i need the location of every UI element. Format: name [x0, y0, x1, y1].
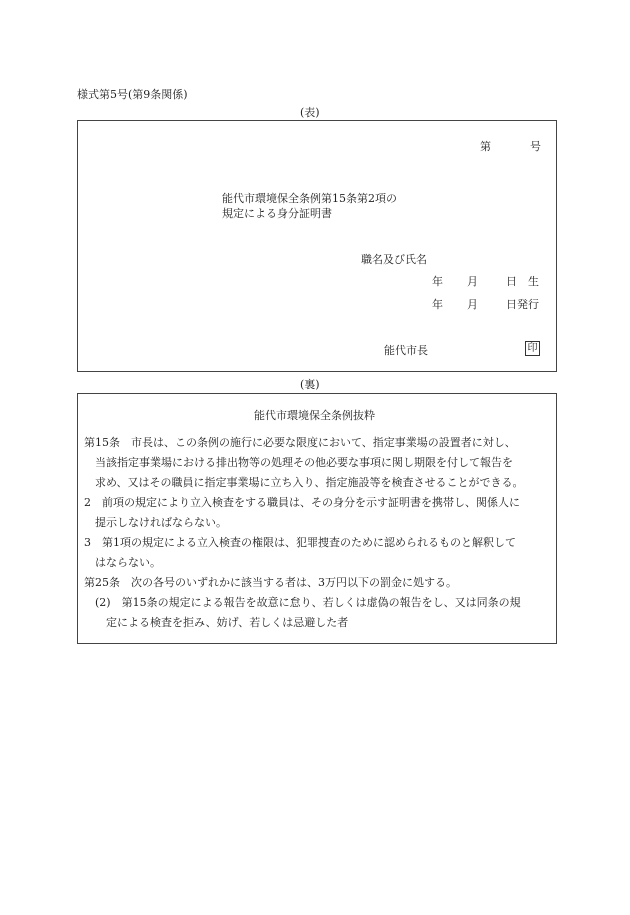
front-card — [77, 120, 557, 372]
issue-day: 日発行 — [506, 298, 539, 311]
front-label: (表) — [300, 106, 320, 119]
excerpt-line: 求め、又はその職員に指定事業場に立ち入り、指定施設等を検査させることができる。 — [84, 476, 524, 489]
dob-month: 月 — [467, 275, 478, 288]
number-go: 号 — [530, 140, 541, 153]
dob-suffix: 生 — [528, 275, 539, 288]
seal-mark: 印 — [525, 341, 540, 356]
excerpt-title: 能代市環境保全条例抜粋 — [254, 409, 375, 422]
excerpt-line: 提示しなければならない。 — [84, 516, 227, 529]
excerpt-line: 当該指定事業場における排出物等の処理その他必要な事項に関し期限を付して報告を — [84, 456, 513, 469]
back-label: (裏) — [300, 378, 320, 391]
form-number: 様式第5号(第9条関係) — [77, 88, 188, 101]
excerpt-line: 2 前項の規定により立入検査をする職員は、その身分を示す証明書を携帯し、関係人に — [84, 496, 520, 509]
excerpt-line: 3 第1項の規定による立入検査の権限は、犯罪捜査のために認められるものと解釈して — [84, 536, 516, 549]
mayor-label: 能代市長 — [384, 344, 428, 357]
issue-year: 年 — [432, 298, 443, 311]
certificate-title-line2: 規定による身分証明書 — [222, 207, 332, 220]
excerpt-line: はならない。 — [84, 556, 161, 569]
dob-day: 日 — [506, 275, 517, 288]
dob-year: 年 — [432, 275, 443, 288]
excerpt-line: 定による検査を拒み、妨げ、若しくは忌避した者 — [84, 616, 349, 629]
excerpt-line: 第15条 市長は、この条例の施行に必要な限度において、指定事業場の設置者に対し、 — [84, 436, 516, 449]
certificate-title-line1: 能代市環境保全条例第15条第2項の — [222, 192, 397, 205]
issue-month: 月 — [467, 298, 478, 311]
excerpt-line: 第25条 次の各号のいずれかに該当する者は、3万円以下の罰金に処する。 — [84, 576, 457, 589]
position-and-name-label: 職名及び氏名 — [361, 253, 427, 266]
excerpt-line: (2) 第15条の規定による報告を故意に怠り、若しくは虚偽の報告をし、又は同条の規 — [84, 596, 521, 609]
number-dai: 第 — [480, 140, 491, 153]
